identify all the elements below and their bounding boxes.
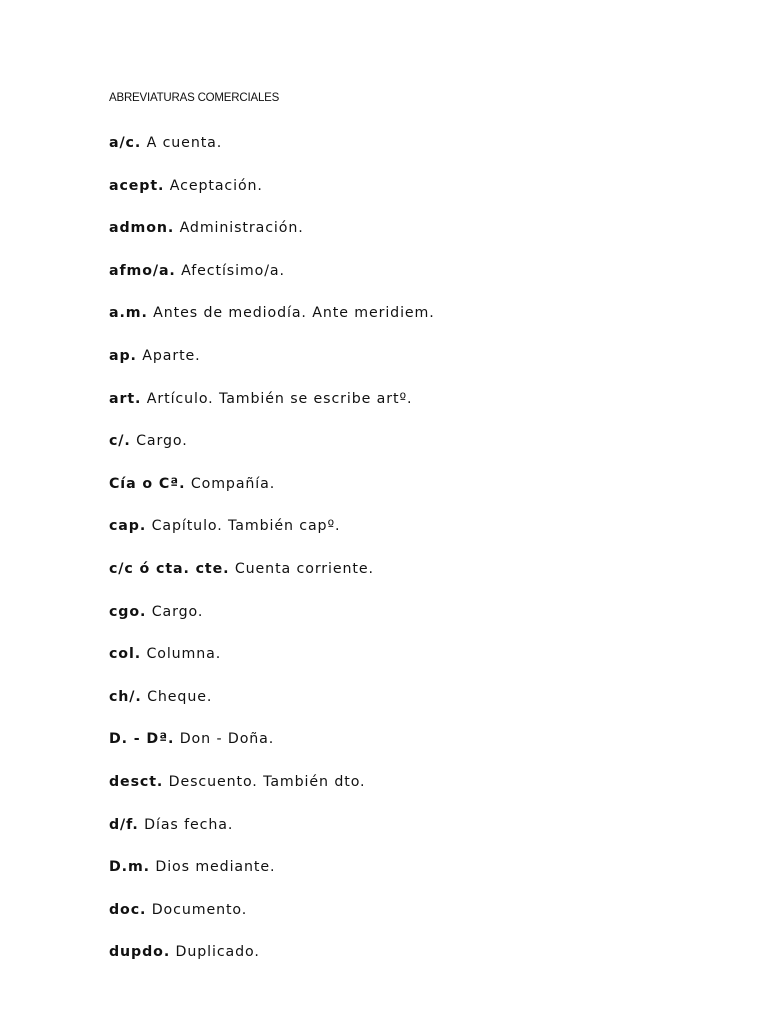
list-item <box>109 473 435 516</box>
list-item <box>109 771 435 814</box>
list-item <box>109 601 435 644</box>
definition: Don - Doña. <box>179 731 275 748</box>
list-item <box>109 345 435 388</box>
definition: Antes de mediodía. Ante meridiem. <box>153 305 435 322</box>
definition: Aceptación. <box>169 177 263 194</box>
list-item <box>109 175 435 218</box>
list-item <box>109 132 435 175</box>
abbreviation: dupdo. <box>109 944 171 961</box>
abbreviation-list <box>109 132 435 984</box>
document-title: ABREVIATURAS COMERCIALES <box>109 92 280 104</box>
list-item <box>109 941 435 984</box>
definition: Cheque. <box>147 688 213 705</box>
definition: Descuento. También dto. <box>168 773 366 790</box>
list-item <box>109 260 435 303</box>
definition: Cargo. <box>136 433 188 450</box>
abbreviation: col. <box>109 646 142 663</box>
list-item <box>109 643 435 686</box>
list-item <box>109 856 435 899</box>
definition: Cuenta corriente. <box>234 560 374 577</box>
abbreviation: d/f. <box>109 816 139 833</box>
definition: Aparte. <box>142 347 201 364</box>
list-item <box>109 899 435 942</box>
abbreviation: ap. <box>109 347 137 364</box>
definition: Compañía. <box>190 475 276 492</box>
abbreviation: D.m. <box>109 859 150 876</box>
definition: Días fecha. <box>144 816 234 833</box>
list-item <box>109 558 435 601</box>
list-item <box>109 430 435 473</box>
abbreviation: Cía o Cª. <box>109 475 186 492</box>
abbreviation: cgo. <box>109 603 147 620</box>
abbreviation: acept. <box>109 177 165 194</box>
list-item <box>109 388 435 431</box>
abbreviation: D. - Dª. <box>109 731 175 748</box>
definition: Administración. <box>179 220 304 237</box>
list-item <box>109 217 435 260</box>
abbreviation: c/. <box>109 433 131 450</box>
abbreviation: art. <box>109 390 142 407</box>
abbreviation: admon. <box>109 220 175 237</box>
list-item <box>109 728 435 771</box>
abbreviation: cap. <box>109 518 147 535</box>
abbreviation: c/c ó cta. cte. <box>109 560 230 577</box>
abbreviation: desct. <box>109 773 164 790</box>
definition: Columna. <box>146 646 222 663</box>
abbreviation: afmo/a. <box>109 262 176 279</box>
abbreviation: ch/. <box>109 688 142 705</box>
definition: Dios mediante. <box>155 859 276 876</box>
definition: Duplicado. <box>175 944 260 961</box>
list-item <box>109 515 435 558</box>
definition: Artículo. También se escribe artº. <box>146 390 413 407</box>
definition: Documento. <box>151 901 248 918</box>
list-item <box>109 814 435 857</box>
definition: Capítulo. También capº. <box>151 518 341 535</box>
abbreviation: a.m. <box>109 305 148 322</box>
definition: A cuenta. <box>146 135 223 151</box>
abbreviation: doc. <box>109 901 147 918</box>
abbreviation: a/c. <box>109 135 142 151</box>
list-item <box>109 686 435 729</box>
definition: Cargo. <box>151 603 204 620</box>
list-item <box>109 302 435 345</box>
definition: Afectísimo/a. <box>181 262 285 279</box>
